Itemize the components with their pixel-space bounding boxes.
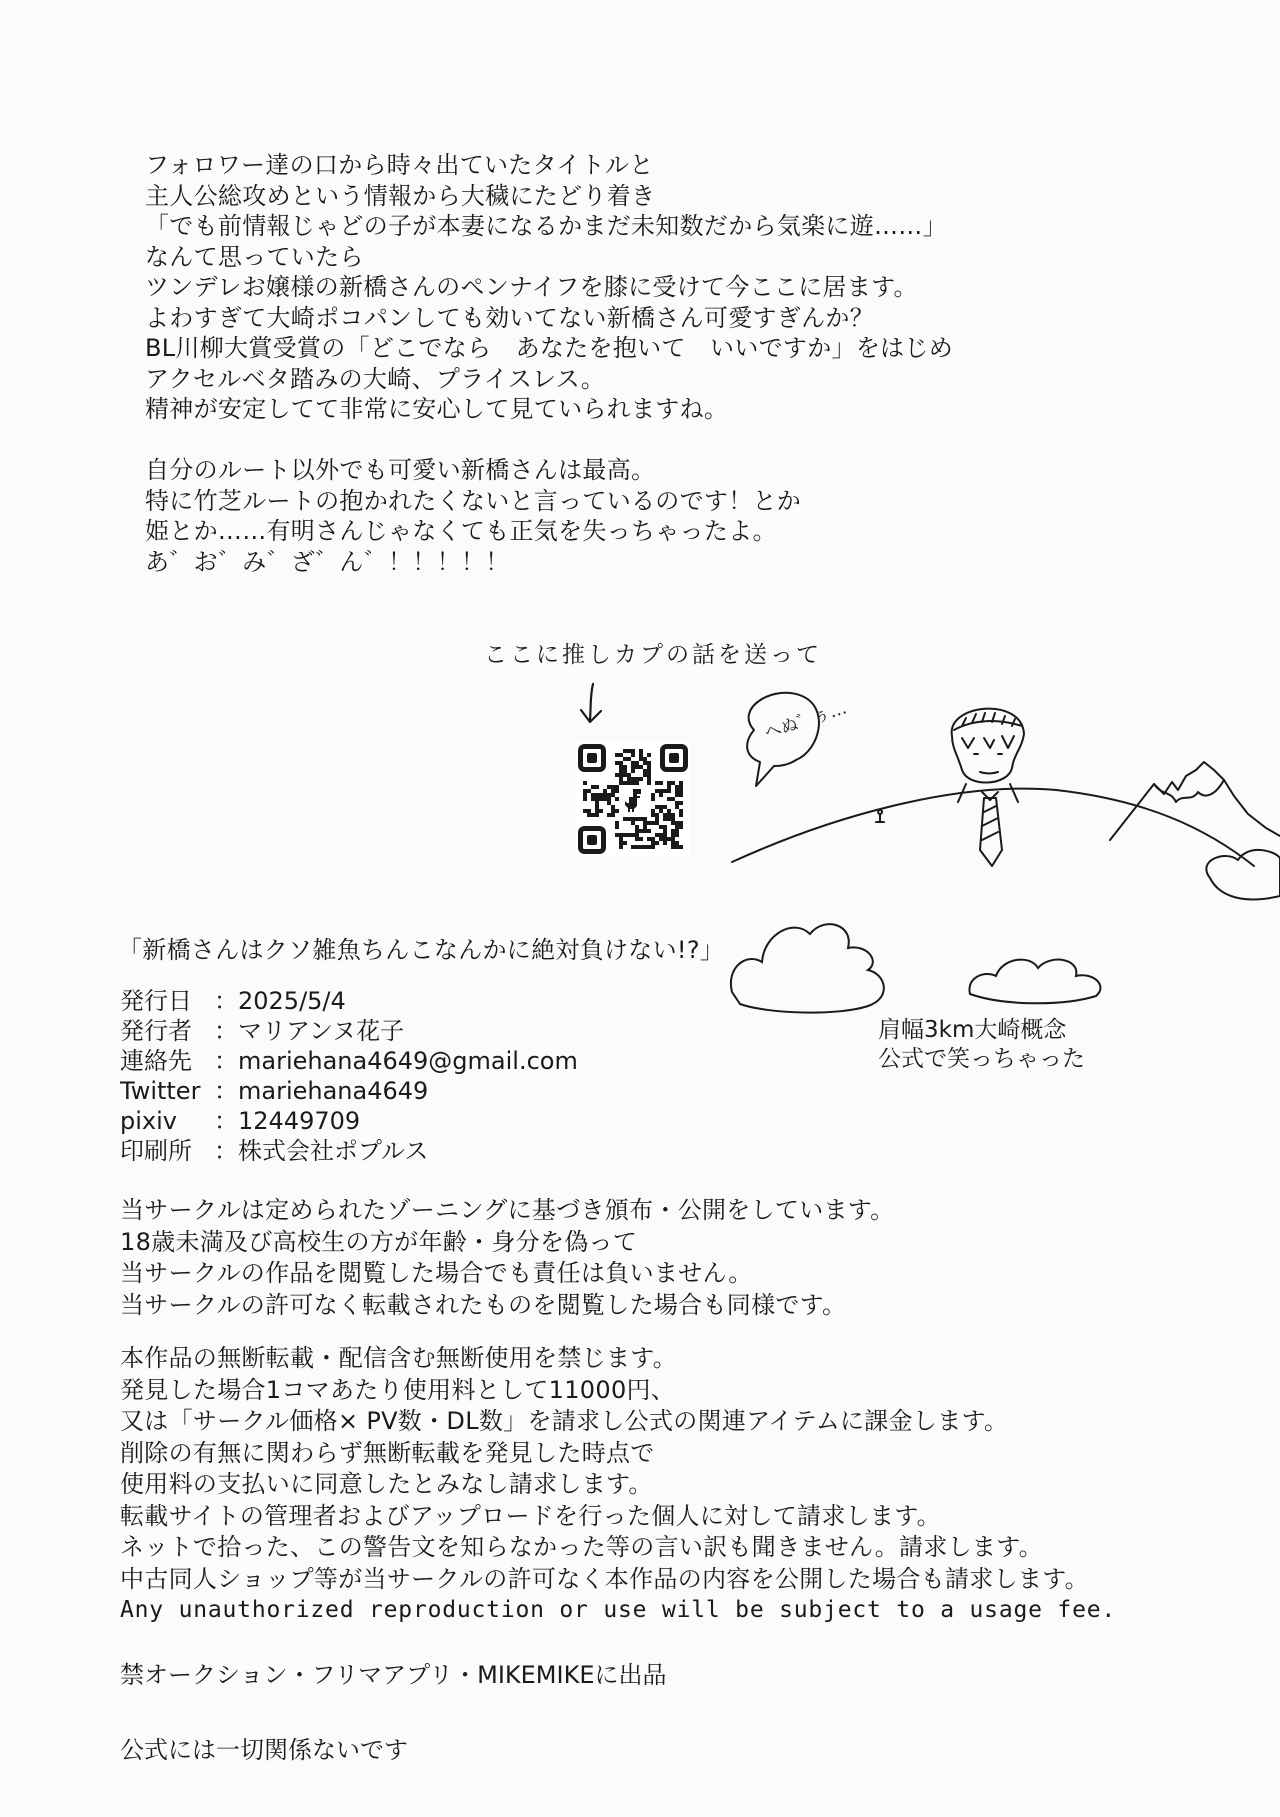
intro-line: BL川柳大賞受賞の「どこでなら あなたを抱いて いいですか」をはじめ — [145, 334, 954, 362]
speech-bubble — [747, 693, 819, 786]
illustration-note — [878, 1016, 1085, 1074]
qr-caption: ここに推しカプの話を送って — [484, 642, 822, 668]
contact-email[interactable]: ：mariehana4649@gmail.com — [214, 1047, 578, 1075]
copyright-line: 発見した場合1コマあたり使用料として11000円、 — [120, 1375, 676, 1404]
copyright-line: ネットで拾った、この警告文を知らなかった等の言い訳も聞きません。請求します。 — [120, 1533, 1043, 1561]
colophon-row-printer — [120, 1136, 578, 1166]
illustration-note-line: 肩幅3km大崎概念 — [878, 1017, 1067, 1043]
colophon-label: 連絡先 — [120, 1047, 192, 1075]
intro-paragraph — [145, 150, 953, 425]
copyright-notice — [120, 1343, 1116, 1627]
colophon-row-contact — [120, 1046, 578, 1076]
colophon-row-pixiv — [120, 1106, 578, 1136]
colophon-value: ：マリアンヌ花子 — [214, 1017, 405, 1045]
twitter-handle[interactable]: ：mariehana4649 — [214, 1077, 429, 1105]
praise-line: 特に竹芝ルートの抱かれたくないと言っているのです！とか — [145, 486, 802, 515]
colophon-label: 印刷所 — [120, 1137, 192, 1165]
zoning-line: 18歳未満及び高校生の方が年齢・身分を偽って — [120, 1227, 638, 1256]
avatar — [952, 709, 1024, 866]
intro-line: 主人公総攻めという情報から大穢にたどり着き — [145, 181, 656, 210]
qr-code[interactable] — [576, 742, 690, 856]
zoning-line: 当サークルの作品を閲覧した場合でも責任は負いません。 — [120, 1259, 753, 1287]
copyright-line: 使用料の支払いに同意したとみなし請求します。 — [120, 1470, 653, 1498]
book-title: 「新橋さんはクソ雑魚ちんこなんかに絶対負けない!?」 — [118, 936, 725, 964]
colophon-value: ：株式会社ポプルス — [214, 1137, 429, 1165]
colophon — [120, 986, 578, 1166]
copyright-line: 中古同人ショップ等が当サークルの許可なく本作品の内容を公開した場合も請求します。 — [120, 1564, 1089, 1593]
official-notice: 公式には一切関係ないです — [120, 1736, 408, 1764]
zoning-line: 当サークルの許可なく転載されたものを閲覧した場合も同様です。 — [120, 1290, 847, 1319]
zoning-line: 当サークルは定められたゾーニングに基づき頒布・公開をしています。 — [120, 1196, 895, 1224]
mountain-snowcap — [1154, 780, 1224, 802]
praise-line: 姫とか……有明さんじゃなくても正気を失っちゃったよ。 — [145, 517, 777, 545]
down-arrow-icon — [576, 680, 608, 728]
tiny-figure-icon — [876, 810, 884, 822]
intro-line: 精神が安定してて非常に安心して見ていられますね。 — [145, 395, 729, 423]
colophon-value: ：2025/5/4 — [214, 987, 346, 1015]
colophon-label: Twitter — [120, 1077, 201, 1105]
speech-bubble-text: へぬ゛ぅ… — [762, 698, 850, 744]
copyright-line: 又は「サークル価格× PV数・DL数」を請求し公式の関連アイテムに課金します。 — [120, 1407, 1009, 1435]
intro-line: なんて思っていたら — [145, 242, 364, 271]
praise-line: 自分のルート以外でも可愛い新橋さんは最高。 — [145, 456, 656, 484]
pixiv-id[interactable]: ：12449709 — [214, 1107, 361, 1135]
colophon-label: 発行日 — [120, 987, 192, 1015]
copyright-line: 本作品の無断転載・配信含む無断使用を禁じます。 — [120, 1344, 677, 1372]
auction-notice: 禁オークション・フリマアプリ・MIKEMIKEに出品 — [120, 1661, 667, 1689]
colophon-label: 発行者 — [120, 1017, 192, 1045]
praise-line: あ゛お゛み゛ざ゛ん゛！！！！！ — [145, 547, 510, 576]
colophon-row-date — [120, 986, 578, 1016]
dinosaur-icon — [621, 786, 645, 812]
english-notice: Any unauthorized reproduction or use will be subject to a usage fee. — [120, 1597, 1117, 1623]
intro-line: フォロワー達の口から時々出ていたタイトルと — [145, 151, 654, 179]
intro-line: ツンデレお嬢様の新橋さんのペンナイフを膝に受けて今ここに居ます。 — [145, 273, 918, 301]
colophon-label: pixiv — [120, 1107, 177, 1135]
colophon-row-twitter — [120, 1076, 578, 1106]
praise-paragraph — [145, 455, 801, 577]
colophon-row-publisher — [120, 1016, 578, 1046]
cloud-shape — [728, 904, 918, 1024]
intro-line: 「でも前情報じゃどの子が本妻になるかまだ未知数だから気楽に遊……」 — [145, 212, 947, 240]
intro-line: アクセルベタ踏みの大崎、プライスレス。 — [145, 364, 606, 393]
illustration-note-line: 公式で笑っちゃった — [878, 1046, 1085, 1072]
copyright-line: 削除の有無に関わらず無断転載を発見した時点で — [120, 1438, 655, 1467]
intro-line: よわすぎて大崎ポコパンしても効いてない新橋さん可愛すぎんか？ — [145, 303, 874, 332]
zoning-notice — [120, 1195, 894, 1321]
cloud-shape — [964, 944, 1114, 1014]
copyright-line: 転載サイトの管理者およびアップロードを行った個人に対して請求します。 — [120, 1501, 941, 1530]
